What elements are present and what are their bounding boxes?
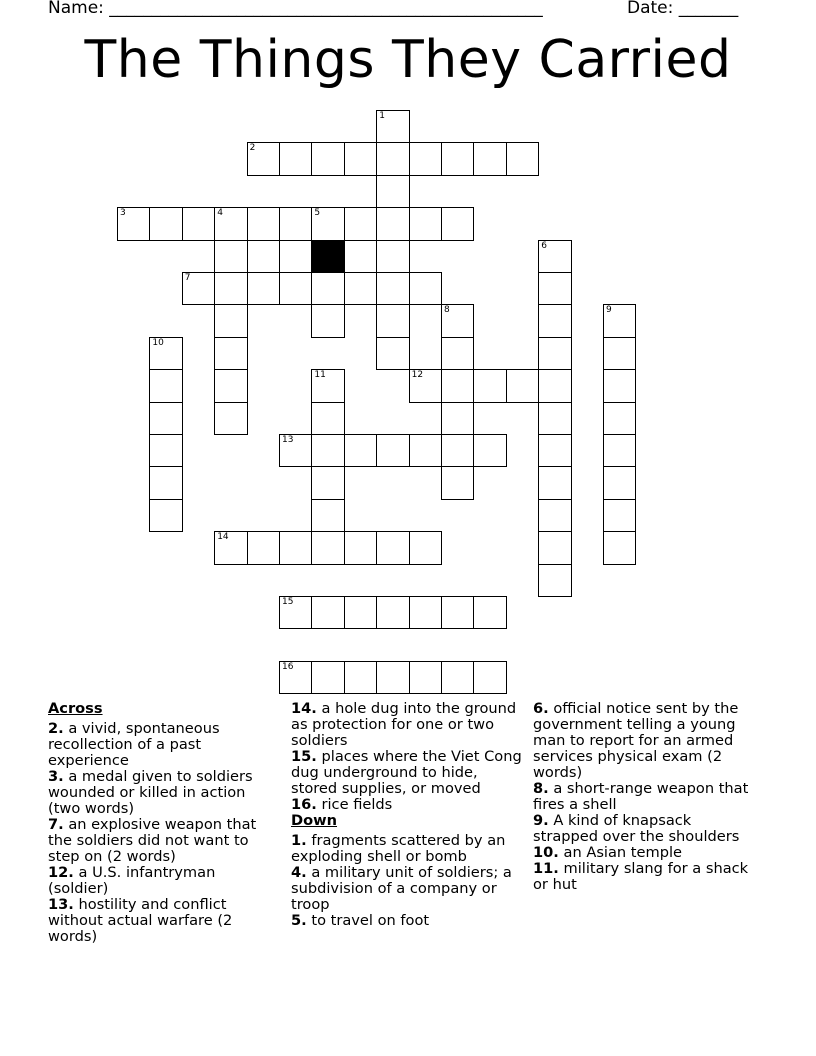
grid-cell[interactable] — [538, 272, 571, 305]
grid-cell[interactable] — [214, 304, 247, 337]
clue-number: 12 — [411, 370, 424, 381]
clue-number: 9 — [606, 305, 612, 316]
grid-cell[interactable] — [441, 402, 474, 435]
clue-item — [291, 749, 523, 797]
clue-num: 6. — [533, 700, 549, 717]
grid-cell[interactable] — [344, 531, 377, 564]
grid-cell[interactable] — [441, 337, 474, 370]
grid-cell[interactable] — [344, 661, 377, 694]
grid-cell[interactable] — [376, 272, 409, 305]
grid-cell[interactable] — [603, 304, 636, 337]
clue-num: 8. — [533, 780, 549, 797]
grid-cell[interactable] — [473, 661, 506, 694]
clue-item — [291, 833, 523, 865]
grid-cell[interactable] — [214, 337, 247, 370]
grid-cell[interactable] — [441, 466, 474, 499]
grid-cell[interactable] — [247, 207, 280, 240]
clue-num: 1. — [291, 832, 307, 849]
grid-cell[interactable] — [538, 434, 571, 467]
down-header: Down — [291, 812, 338, 829]
clue-text: an explosive weapon that the soldiers did not want to step on (2 words) — [48, 816, 257, 865]
grid-cell[interactable] — [182, 207, 215, 240]
date-field[interactable]: Date: _______ — [627, 0, 739, 18]
grid-cell[interactable] — [441, 142, 474, 175]
grid-cell[interactable] — [538, 499, 571, 532]
grid-cell[interactable] — [506, 142, 539, 175]
clue-num: 13. — [48, 896, 74, 913]
grid-cell[interactable] — [376, 142, 409, 175]
grid-cell[interactable] — [279, 207, 312, 240]
across-header: Across — [48, 700, 103, 717]
grid-cell[interactable] — [603, 499, 636, 532]
grid-cell[interactable] — [311, 466, 344, 499]
grid-cell[interactable] — [473, 142, 506, 175]
clue-num: 4. — [291, 864, 307, 881]
clue-item — [48, 865, 268, 897]
grid-cell[interactable] — [441, 661, 474, 694]
grid-cell[interactable] — [409, 596, 442, 629]
grid-cell[interactable] — [376, 531, 409, 564]
clue-item — [291, 701, 523, 749]
page-title: The Things They Carried — [84, 30, 732, 90]
clue-text: a medal given to soldiers wounded or killed in action (two words) — [48, 768, 253, 817]
grid-cell[interactable] — [279, 434, 312, 467]
grid-cell[interactable] — [311, 596, 344, 629]
grid-cell[interactable] — [247, 240, 280, 273]
grid-cell[interactable] — [279, 272, 312, 305]
grid-cell[interactable] — [441, 596, 474, 629]
clue-number: 1 — [379, 111, 385, 121]
clue-text: a vivid, spontaneous recollection of a past experience — [48, 720, 220, 769]
clue-number: 11 — [314, 370, 326, 381]
grid-cell[interactable] — [538, 369, 571, 402]
grid-cell[interactable] — [409, 661, 442, 694]
grid-cell[interactable] — [376, 434, 409, 467]
clue-number: 10 — [152, 337, 164, 348]
grid-cell[interactable] — [344, 596, 377, 629]
clue-column-1 — [48, 701, 268, 945]
clue-item — [291, 913, 523, 929]
grid-cell[interactable] — [311, 304, 344, 337]
grid-cell[interactable] — [311, 661, 344, 694]
grid-cell[interactable] — [376, 175, 409, 208]
grid-cell[interactable] — [603, 434, 636, 467]
grid-cell[interactable] — [409, 272, 442, 305]
grid-cell[interactable] — [247, 531, 280, 564]
clue-num: 15. — [291, 748, 317, 765]
grid-cell[interactable] — [376, 207, 409, 240]
clue-text: a U.S. infantryman (soldier) — [48, 864, 216, 897]
grid-cell[interactable] — [538, 337, 571, 370]
grid-cell[interactable] — [538, 466, 571, 499]
clue-number: 15 — [282, 597, 294, 607]
clue-num: 10. — [533, 844, 559, 861]
grid-cell[interactable] — [311, 369, 344, 402]
grid-cell[interactable] — [344, 240, 377, 273]
grid-cell[interactable] — [409, 369, 442, 402]
grid-cell[interactable] — [376, 304, 409, 337]
grid-cell[interactable] — [311, 207, 344, 240]
clue-number: 16 — [282, 661, 294, 672]
clue-num: 5. — [291, 912, 307, 929]
grid-cell[interactable] — [279, 531, 312, 564]
grid-cell[interactable] — [376, 240, 409, 273]
grid-cell[interactable] — [603, 369, 636, 402]
clue-text: an Asian temple — [563, 844, 683, 861]
clue-text: a hole dug into the ground as protection for one or two soldiers — [291, 700, 517, 749]
grid-cell[interactable] — [538, 402, 571, 435]
clue-number: 3 — [120, 208, 126, 219]
grid-cell[interactable] — [376, 596, 409, 629]
clue-number: 8 — [444, 305, 450, 316]
grid-cell[interactable] — [344, 207, 377, 240]
grid-cell[interactable] — [214, 207, 247, 240]
grid-cell[interactable] — [149, 207, 182, 240]
grid-cell[interactable] — [247, 142, 280, 175]
grid-cell[interactable] — [149, 369, 182, 402]
grid-cell[interactable] — [538, 564, 571, 597]
clue-number: 6 — [541, 240, 547, 251]
clue-item — [291, 865, 523, 913]
blocked-cell — [311, 240, 344, 273]
grid-cell[interactable] — [538, 304, 571, 337]
clue-num: 16. — [291, 796, 317, 813]
grid-cell[interactable] — [311, 272, 344, 305]
grid-cell[interactable] — [409, 207, 442, 240]
grid-cell[interactable] — [603, 337, 636, 370]
clue-number: 7 — [184, 273, 191, 283]
clue-text: a military unit of soldiers; a subdivision of a company or troop — [291, 864, 512, 913]
grid-cell[interactable] — [473, 434, 506, 467]
grid-cell[interactable] — [149, 402, 182, 435]
clue-num: 14. — [291, 700, 317, 717]
clue-num: 9. — [533, 812, 549, 829]
grid-cell[interactable] — [376, 110, 409, 143]
clue-column-2 — [291, 701, 523, 929]
clue-text: a short-range weapon that fires a shell — [533, 780, 749, 813]
clue-num: 12. — [48, 864, 74, 881]
clue-text: military slang for a shack or hut — [533, 860, 749, 893]
clue-text: fragments scattered by an exploding shell or bomb — [291, 832, 506, 865]
grid-cell[interactable] — [344, 434, 377, 467]
grid-cell[interactable] — [441, 434, 474, 467]
grid-cell[interactable] — [311, 142, 344, 175]
grid-cell[interactable] — [441, 369, 474, 402]
clue-item — [533, 861, 758, 893]
grid-cell[interactable] — [473, 369, 506, 402]
grid-cell[interactable] — [506, 369, 539, 402]
grid-cell[interactable] — [376, 661, 409, 694]
clue-item — [291, 797, 523, 813]
grid-cell[interactable] — [214, 402, 247, 435]
clue-number: 2 — [249, 143, 256, 154]
grid-cell[interactable] — [214, 531, 247, 564]
clue-item — [533, 781, 758, 813]
grid-cell[interactable] — [473, 596, 506, 629]
clue-column-3 — [533, 701, 758, 893]
clue-item — [533, 845, 758, 861]
clue-item — [533, 813, 758, 845]
clue-text: hostility and conflict without actual warfare (2 words) — [48, 896, 233, 945]
clue-item — [48, 897, 268, 945]
grid-cell[interactable] — [279, 661, 312, 694]
grid-cell[interactable] — [279, 240, 312, 273]
grid-cell[interactable] — [311, 402, 344, 435]
clue-item — [48, 721, 268, 769]
grid-cell[interactable] — [409, 531, 442, 564]
grid-cell[interactable] — [311, 499, 344, 532]
clue-number: 14 — [217, 532, 229, 543]
clue-text: official notice sent by the government telling a young man to report for an armed services physical exam (2 words) — [533, 700, 739, 781]
grid-cell[interactable] — [279, 142, 312, 175]
grid-cell[interactable] — [214, 272, 247, 305]
clue-num: 3. — [48, 768, 64, 785]
grid-cell[interactable] — [247, 272, 280, 305]
clue-num: 7. — [48, 816, 64, 833]
grid-cell[interactable] — [149, 337, 182, 370]
clue-number: 13 — [282, 435, 294, 445]
clue-item — [48, 769, 268, 817]
clue-item — [533, 701, 758, 781]
grid-cell[interactable] — [214, 240, 247, 273]
grid-cell[interactable] — [441, 207, 474, 240]
clue-number: 4 — [217, 208, 223, 219]
grid-cell[interactable] — [538, 240, 571, 273]
grid-cell[interactable] — [603, 402, 636, 435]
grid-cell[interactable] — [149, 466, 182, 499]
grid-cell[interactable] — [376, 337, 409, 370]
grid-cell[interactable] — [409, 434, 442, 467]
clue-text: rice fields — [321, 796, 393, 813]
grid-cell[interactable] — [182, 272, 215, 305]
clue-text: A kind of knapsack strapped over the shoulders — [533, 812, 740, 845]
grid-cell[interactable] — [603, 531, 636, 564]
grid-cell[interactable] — [149, 499, 182, 532]
grid-cell[interactable] — [344, 272, 377, 305]
grid-cell[interactable] — [603, 466, 636, 499]
clue-item — [48, 817, 268, 865]
grid-cell[interactable] — [311, 531, 344, 564]
clue-num: 2. — [48, 720, 64, 737]
clue-number: 5 — [314, 208, 321, 219]
grid-cell[interactable] — [538, 531, 571, 564]
grid-cell[interactable] — [279, 596, 312, 629]
grid-cell[interactable] — [214, 369, 247, 402]
grid-cell[interactable] — [117, 207, 150, 240]
clue-text: to travel on foot — [311, 912, 430, 929]
grid-cell[interactable] — [149, 434, 182, 467]
grid-cell[interactable] — [344, 142, 377, 175]
grid-cell[interactable] — [441, 304, 474, 337]
grid-cell[interactable] — [409, 142, 442, 175]
clue-text: places where the Viet Cong dug underground to hide, stored supplies, or moved — [291, 748, 522, 797]
grid-cell[interactable] — [311, 434, 344, 467]
clue-num: 11. — [533, 860, 559, 877]
name-field[interactable]: Name: ___________________________________________________ — [48, 0, 543, 18]
